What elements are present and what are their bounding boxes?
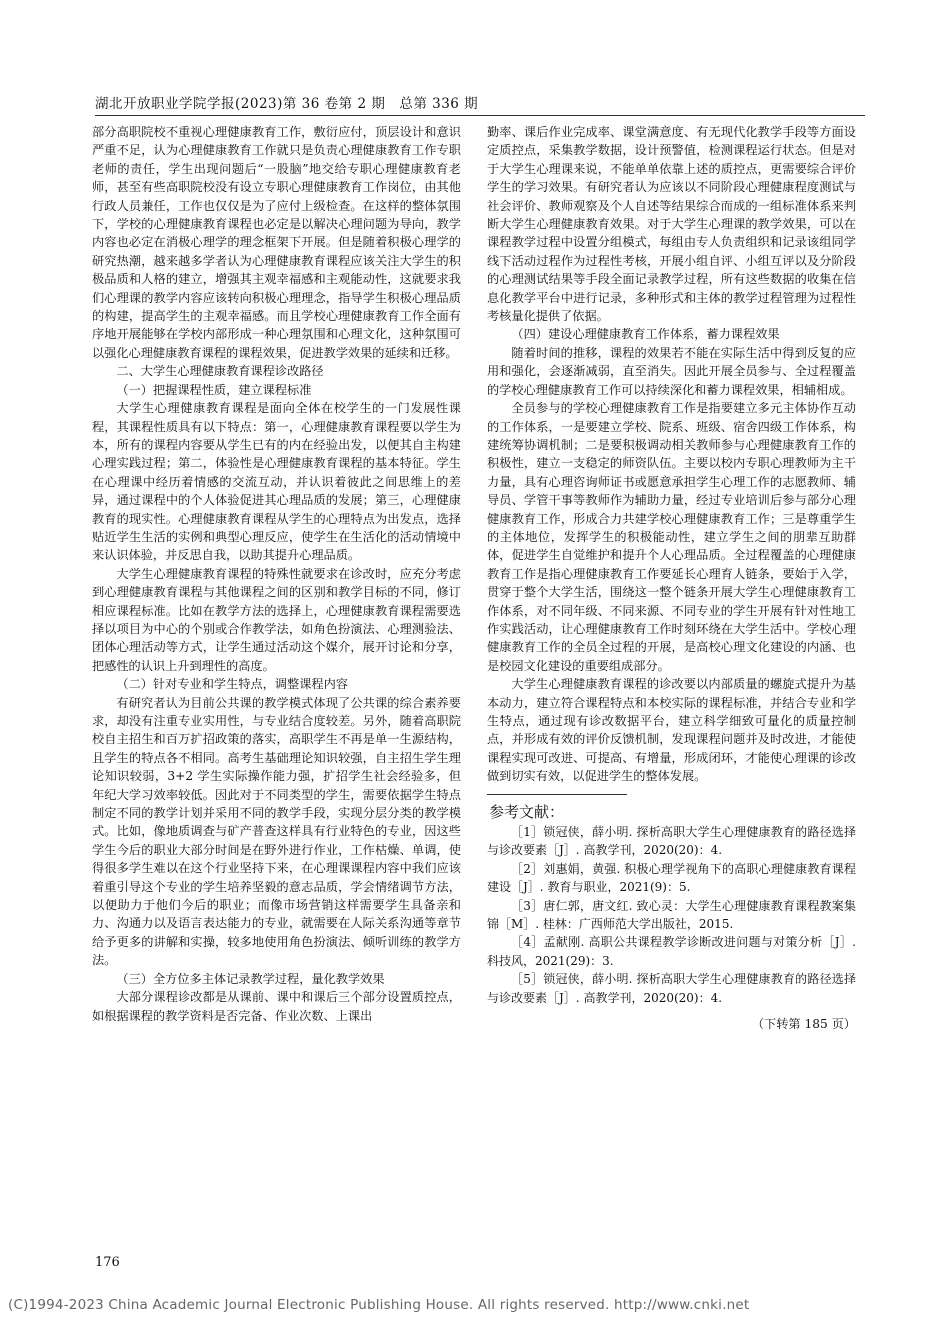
subsection-heading: （四）建设心理健康教育工作体系，蓄力课程效果 — [511, 327, 780, 342]
paragraph: 有研究者认为目前公共课的教学模式体现了公共课的综合素养要求，却没有注重专业实用性，与专业结合度较差。另外，随着高职院校自主招生和百万扩招政策的落实，高职学生不再是单一生源结构，且学生的特点各不相同。高考生基础理论知识较强，自主招生学生理论知识较弱，3+2 学生实际操作能力强，扩招学生社会经验多，但年纪大学习效率较低。因此对于不同类型的学生，需要依据学生特点制定不同的教学计划并采用不同的教学手段，实现分层分类的教学模式。比如，像地质调查与矿产普查这样具有行业特色的专业，因这些学生今后的职业大部分时间是在野外进行作业，工作枯燥、单调，使得很多学生难以在这个行业坚持下来，在心理课课程内容中我们应该着重引导这个专业的学生培养坚毅的意志品质，学会情绪调节方法，以便助力于他们今后的职业；而像市场营销这样需要学生具备亲和力、沟通力以及语言表达能力的专业，就需要在人际关系沟通等章节给予更多的讲解和实操，较多地使用角色扮演法、倾听训练的教学方法。 — [92, 695, 461, 968]
right-column — [487, 123, 856, 1034]
reference-item: ［3］唐仁郭，唐文红. 致心灵：大学生心理健康教育课程教案集锦［M］. 桂林：广西师范大学出版社，2015. — [487, 898, 856, 932]
continued-note: （下转第 185 页） — [751, 1017, 856, 1032]
paragraph: 大部分课程诊改都是从课前、课中和课后三个部分设置质控点，如根据课程的教学资料是否完备、作业次数、上课出 — [92, 990, 461, 1023]
paragraph: 随着时间的推移，课程的效果若不能在实际生活中得到反复的应用和强化，会逐渐减弱，直至消失。因此开展全员参与、全过程覆盖的学校心理健康教育工作可以持续深化和蓄力课程效果，相辅相成。 — [487, 345, 856, 397]
journal-header: 湖北开放职业学院学报(2023)第 36 卷第 2 期 总第 336 期 — [95, 96, 479, 112]
paragraph: 勤率、课后作业完成率、课堂满意度、有无现代化教学手段等方面设定质控点，采集教学数据，设计预警值，检测课程运行状态。但是对于大学生心理课来说，不能单单依靠上述的质控点，更需要综合评价学生的学习效果。有研究者认为应该以不同阶段心理健康程度测试与社会评价、教师观察及个人自述等结果综合而成的一组标准体系来判断大学生心理健康教育效果。对于大学生心理课的教学效果，可以在课程教学过程中设置分组模式，每组由专人负责组织和记录该组同学线下活动过程作为过程性考核，开展小组自评、小组互评以及分阶段的心理测试结果等手段全面记录教学过程，所有这些数据的收集在信息化教学平台中进行记录，多种形式和主体的教学过程管理为过程性考核量化提供了依据。 — [487, 125, 856, 324]
reference-item: ［4］孟献刚. 高职公共课程教学诊断改进问题与对策分析［J］. 科技风，2021(29)：3. — [487, 935, 856, 968]
subsection-heading: （二）针对专业和学生特点，调整课程内容 — [116, 677, 348, 692]
reference-item: ［5］锁冠侠，薛小明. 探析高职大学生心理健康教育的路径选择与诊改要素［J］. 高教学刊，2020(20)：4. — [487, 972, 856, 1005]
section-heading: 二、大学生心理健康教育课程诊改路径 — [116, 364, 324, 379]
copyright-footer: (C)1994-2023 China Academic Journal Electronic Publishing House. All rights reserved. http://www.cnki.net — [8, 1297, 750, 1313]
subsection-heading: （一）把握课程性质，建立课程标准 — [116, 382, 312, 397]
left-column — [92, 123, 461, 1025]
reference-item: ［2］刘惠娟，黄强. 积极心理学视角下的高职心理健康教育课程建设［J］. 教育与职业，2021(9)：5. — [487, 861, 856, 895]
page-number: 176 — [95, 1255, 120, 1270]
subsection-heading: （三）全方位多主体记录教学过程，量化教学效果 — [116, 971, 385, 986]
paragraph: 大学生心理健康教育课程的诊改要以内部质量的螺旋式提升为基本动力，建立符合课程特点和本校实际的课程标准，并结合专业和学生特点，通过现有诊改数据平台，建立科学细致可量化的质量控制点，并形成有效的评价反馈机制，发现课程问题并及时改进，才能使课程实现可改进、可提高、有增量，形成闭环，才能使心理课的诊改做到切实有效，以促进学生的整体发展。 — [487, 677, 856, 784]
header-rule — [95, 115, 865, 116]
reference-item: ［1］锁冠侠，薛小明. 探析高职大学生心理健康教育的路径选择与诊改要素［J］. 高教学刊，2020(20)：4. — [487, 825, 856, 858]
paragraph: 大学生心理健康教育课程的特殊性就要求在诊改时，应充分考虑到心理健康教育课程与其他课程之间的区别和教学目标的不同，修订相应课程标准。比如在教学方法的选择上，心理健康教育课程需要选择以项目为中心的个别或合作教学法，如角色扮演法、心理测验法、团体心理活动等方式，让学生通过活动这个媒介，展开讨论和分享，把感性的认识上升到理性的高度。 — [92, 566, 461, 673]
references-list — [487, 823, 856, 1007]
references-rule — [487, 794, 627, 795]
paragraph: 部分高职院校不重视心理健康教育工作，敷衍应付，顶层设计和意识严重不足，认为心理健康教育工作就只是负责心理健康教育工作专职老师的责任，学生出现问题后“一股脑”地交给专职心理健康教育老师，甚至有些高职院校没有设立专职心理健康教育工作岗位，由其他行政人员兼任，工作也仅仅是为了应付上级检查。在这样的整体氛围下，学校的心理健康教育课程也必定是以解决心理问题为导向，教学内容也必定在消极心理学的理念框架下开展。但是随着积极心理学的研究热潮，越来越多学者认为心理健康教育课程应该关注大学生的积极品质和人格的建立，增强其主观幸福感和主观能动性，这就要求我们心理课的教学内容应该转向积极心理理念，指导学生积极心理品质的构建，提高学生的主观幸福感。而且学校心理健康教育工作全面有序地开展能够在学校内部形成一种心理氛围和心理文化，这种氛围可以强化心理健康教育课程的课程效果，促进教学效果的延续和迁移。 — [92, 125, 461, 360]
references-title: 参考文献： — [489, 802, 565, 821]
paragraph: 全员参与的学校心理健康教育工作是指要建立多元主体协作互动的工作体系，一是要建立学校、院系、班级、宿舍四级工作体系，构建统筹协调机制；二是要积极调动相关教师参与心理健康教育工作的积极性，建立一支稳定的师资队伍。主要以校内专职心理教师为主干力量，具有心理咨询师证书或愿意承担学生心理工作的志愿教师、辅导员、学管干事等教师作为辅助力量，经过专业培训后参与部分心理健康教育工作，形成合力共建学校心理健康教育工作；三是尊重学生的主体地位，发挥学生的积极能动性，建立学生之间的朋辈互助群体，促进学生自觉维护和提升个人心理品质。全过程覆盖的心理健康教育工作是指心理健康教育工作要延长心理育人链条，要始于入学，贯穿于整个大学生活，围绕这一整个链条开展大学生心理健康教育工作体系，对不同年级、不同来源、不同专业的学生开展有针对性地工作实践活动，让心理健康教育工作时刻环绕在大学生活中。学校心理健康教育工作的全员全过程的开展，是高校心理文化建设的内涵、也是校园文化建设的重要组成部分。 — [487, 401, 856, 673]
paragraph: 大学生心理健康教育课程是面向全体在校学生的一门发展性课程，其课程性质具有以下特点：第一，心理健康教育课程要以学生为本，所有的课程内容要从学生已有的内在经验出发，以便其自主构建心理实践过程；第二，体验性是心理健康教育课程的基本特征。学生在心理课中经历着情感的交流互动，并认识着彼此之间思维上的差异，通过课程中的个人体验促进其心理品质的发展；第三，心理健康教育的现实性。心理健康教育课程从学生的心理特点为出发点，选择贴近学生生活的实例和典型心理反应，使学生在生活化的活动情境中来认识体验，并反思自我，以助其提升心理品质。 — [92, 401, 461, 563]
